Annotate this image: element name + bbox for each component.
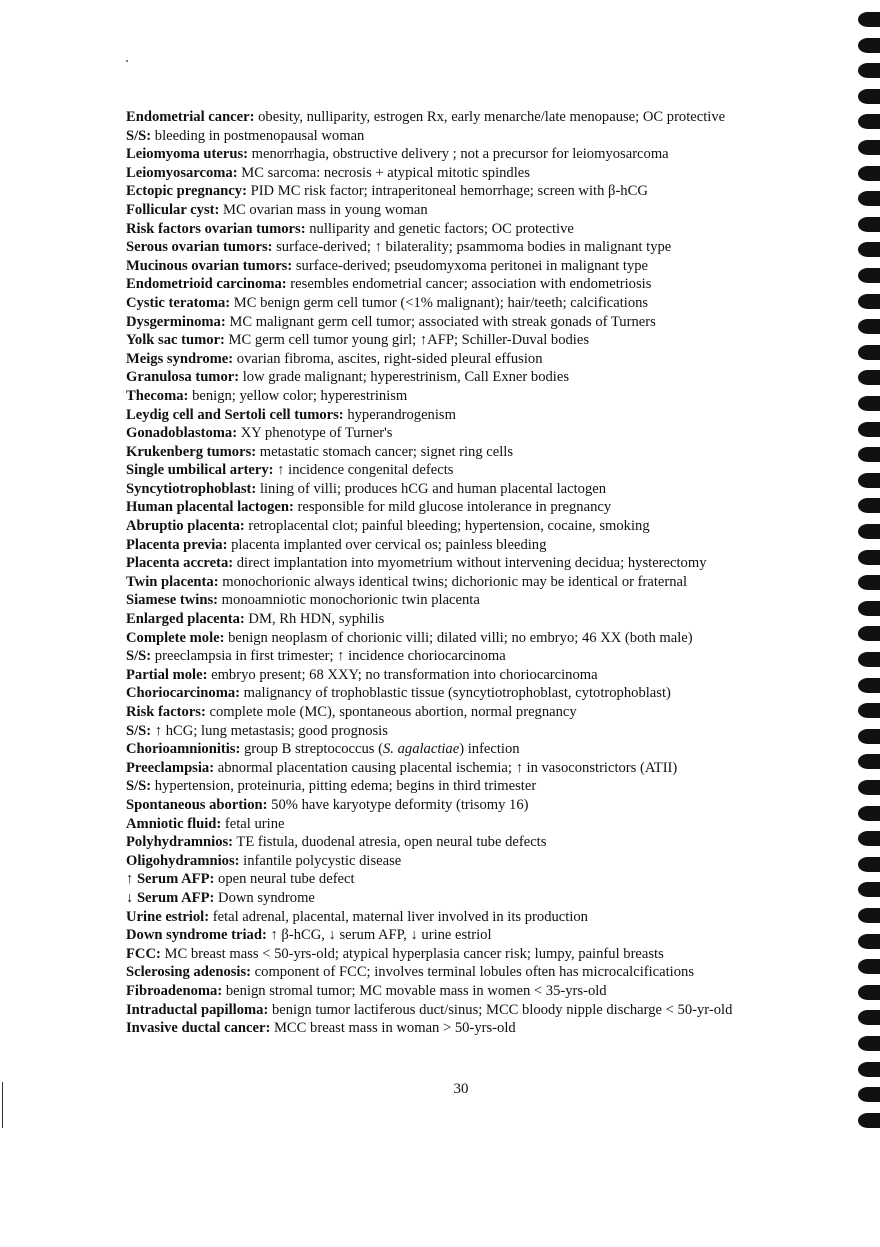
note-line [126, 257, 826, 276]
note-line [126, 406, 826, 425]
note-line [126, 275, 826, 294]
note-text: ovarian fibroma, ascites, right-sided pleural effusion [233, 350, 543, 367]
binding-ring [858, 396, 880, 411]
note-text: surface-derived; pseudomyxoma peritonei in malignant type [292, 257, 649, 274]
binding-ring [858, 882, 880, 897]
note-text: bleeding in postmenopausal woman [151, 127, 365, 144]
binding-ring [858, 447, 880, 462]
note-term: Risk factors: [126, 704, 206, 720]
note-text: hypertension, proteinuria, pitting edema; begins in third trimester [151, 778, 537, 795]
binding-ring [858, 242, 880, 257]
note-line [126, 629, 826, 648]
binding-ring [858, 217, 880, 232]
note-term: Thecoma: [126, 387, 189, 404]
binding-ring [858, 294, 880, 309]
binding-ring [858, 806, 880, 821]
note-line [126, 963, 826, 982]
binding-ring [858, 12, 880, 27]
note-text: retroplacental clot; painful bleeding; hypertension, cocaine, smoking [244, 518, 650, 535]
note-line [126, 238, 826, 257]
note-term: Partial mole: [126, 666, 208, 683]
note-term: Urine estriol: [126, 908, 210, 925]
note-line [126, 443, 826, 462]
note-term: Risk factors ovarian tumors: [126, 220, 306, 237]
note-text: MC germ cell tumor young girl; ↑AFP; Schiller-Duval bodies [224, 332, 590, 349]
notes-list [126, 108, 826, 1038]
note-term: Gonadoblastoma: [126, 425, 238, 442]
note-line [126, 908, 826, 927]
note-text: component of FCC; involves terminal lobules often has microcalcifications [251, 964, 695, 981]
note-line [126, 889, 826, 908]
note-text: obesity, nulliparity, estrogen Rx, early menarche/late menopause; OC protective [254, 109, 726, 125]
note-line [126, 591, 826, 610]
note-term: S/S: [126, 722, 152, 739]
note-text: group B streptococcus ( [240, 741, 383, 758]
binding-ring [858, 985, 880, 1000]
note-text: low grade malignant; hyperestrinism, Call Exner bodies [239, 369, 570, 386]
note-line [126, 313, 826, 332]
note-term: Follicular cyst: [126, 201, 220, 218]
binding-ring [858, 422, 880, 437]
note-text: benign tumor lactiferous duct/sinus; MCC bloody nipple discharge < 50-yr-old [268, 1001, 733, 1018]
note-line [126, 164, 826, 183]
binding-ring [858, 473, 880, 488]
note-line [126, 777, 826, 796]
binding-ring [858, 1062, 880, 1077]
note-line [126, 480, 826, 499]
note-term: S/S: [126, 778, 152, 795]
binding-ring [858, 575, 880, 590]
note-line [126, 833, 826, 852]
note-term: Single umbilical artery: [126, 462, 274, 479]
note-text: monoamniotic monochorionic twin placenta [218, 592, 480, 609]
binding-ring [858, 63, 880, 78]
binding-ring [858, 754, 880, 769]
note-term: Yolk sac tumor: [126, 332, 225, 349]
note-term: Invasive ductal cancer: [126, 1020, 271, 1037]
binding-ring [858, 934, 880, 949]
note-text: embryo present; 68 XXY; no transformation into choriocarcinoma [207, 666, 598, 683]
note-text: XY phenotype of Turner's [237, 425, 393, 442]
note-term: Human placental lactogen: [126, 499, 294, 516]
note-term: S/S: [126, 127, 152, 144]
note-text: DM, Rh HDN, syphilis [244, 611, 385, 628]
binding-ring [858, 678, 880, 693]
note-text: placenta implanted over cervical os; painless bleeding [227, 536, 547, 553]
note-text: PID MC risk factor; intraperitoneal hemorrhage; screen with β-hCG [246, 183, 648, 200]
spiral-binding [854, 0, 880, 1140]
note-text: abnormal placentation causing placental ischemia; ↑ in vasoconstrictors (ATII) [214, 759, 678, 776]
note-italic: S. agalactiae [383, 741, 460, 758]
note-line [126, 536, 826, 555]
note-term: Endometrioid carcinoma: [126, 276, 287, 293]
note-term: ↑ Serum AFP: [126, 871, 215, 888]
note-text: benign neoplasm of chorionic villi; dilated villi; no embryo; 46 XX (both male) [224, 629, 693, 646]
note-text: malignancy of trophoblastic tissue (syncytiotrophoblast, cytotrophoblast) [240, 685, 671, 702]
note-text: open neural tube defect [214, 871, 355, 888]
note-line [126, 870, 826, 889]
note-line [126, 684, 826, 703]
note-term: FCC: [126, 945, 161, 962]
binding-ring [858, 780, 880, 795]
note-line [126, 647, 826, 666]
binding-ring [858, 498, 880, 513]
note-line [126, 350, 826, 369]
note-text: MC sarcoma: necrosis + atypical mitotic spindles [237, 164, 530, 181]
note-text: MC ovarian mass in young woman [219, 201, 428, 218]
note-text: MC malignant germ cell tumor; associated with streak gonads of Turners [225, 313, 656, 330]
note-line [126, 182, 826, 201]
note-text: menorrhagia, obstructive delivery ; not a precursor for leiomyosarcoma [248, 146, 669, 163]
note-term: Leydig cell and Sertoli cell tumors: [126, 406, 344, 423]
binding-ring [858, 1087, 880, 1102]
note-text: fetal urine [221, 815, 285, 832]
note-term: Intraductal papilloma: [126, 1001, 269, 1018]
binding-ring [858, 268, 880, 283]
note-line [126, 294, 826, 313]
note-term: Fibroadenoma: [126, 982, 223, 999]
binding-ring [858, 191, 880, 206]
note-line [126, 982, 826, 1001]
note-text: benign; yellow color; hyperestrinism [188, 387, 408, 404]
note-term: Meigs syndrome: [126, 350, 234, 367]
binding-ring [858, 38, 880, 53]
note-term: Ectopic pregnancy: [126, 183, 247, 200]
note-term: Abruptio placenta: [126, 518, 245, 535]
note-text: surface-derived; ↑ bilaterality; psammoma bodies in malignant type [272, 239, 672, 256]
binding-ring [858, 345, 880, 360]
binding-ring [858, 601, 880, 616]
note-line [126, 368, 826, 387]
note-term: Polyhydramnios: [126, 834, 234, 851]
note-line [126, 387, 826, 406]
note-text: complete mole (MC), spontaneous abortion, normal pregnancy [205, 704, 577, 720]
note-text: MCC breast mass in woman > 50-yrs-old [270, 1020, 516, 1037]
note-text: ↑ β-hCG, ↓ serum AFP, ↓ urine estriol [266, 927, 492, 944]
note-text: monochorionic always identical twins; dichorionic may be identical or fraternal [218, 573, 688, 590]
note-term: Placenta previa: [126, 536, 228, 553]
note-term: Cystic teratoma: [126, 294, 231, 311]
note-line [126, 461, 826, 480]
note-text: ↑ hCG; lung metastasis; good prognosis [151, 722, 388, 739]
note-line [126, 127, 826, 146]
binding-ring [858, 89, 880, 104]
note-line [126, 424, 826, 443]
note-line [126, 1001, 826, 1020]
binding-ring [858, 319, 880, 334]
note-text: preeclampsia in first trimester; ↑ incidence choriocarcinoma [151, 648, 506, 665]
binding-ring [858, 729, 880, 744]
note-text: responsible for mild glucose intolerance in pregnancy [293, 499, 612, 516]
note-term: Placenta accreta: [126, 555, 234, 572]
note-term: Down syndrome triad: [126, 927, 267, 944]
note-term: Amniotic fluid: [126, 815, 222, 832]
binding-ring [858, 908, 880, 923]
binding-ring [858, 703, 880, 718]
note-term: Granulosa tumor: [126, 369, 240, 386]
note-text: fetal adrenal, placental, maternal liver involved in its production [209, 908, 588, 925]
note-text: benign stromal tumor; MC movable mass in women < 35-yrs-old [222, 982, 607, 999]
note-term: Sclerosing adenosis: [126, 964, 252, 981]
note-line [126, 108, 826, 127]
binding-ring [858, 166, 880, 181]
note-term: Leiomyosarcoma: [126, 164, 238, 181]
note-line [126, 852, 826, 871]
note-line [126, 145, 826, 164]
note-term: Preeclampsia: [126, 759, 215, 776]
binding-ring [858, 114, 880, 129]
note-line [126, 703, 826, 722]
note-line [126, 573, 826, 592]
note-term: Endometrial cancer: [126, 109, 255, 125]
binding-ring [858, 831, 880, 846]
note-text: resembles endometrial cancer; association with endometriosis [286, 276, 652, 293]
note-line [126, 722, 826, 741]
note-text: ↑ incidence congenital defects [273, 462, 454, 479]
note-term: Enlarged placenta: [126, 611, 245, 628]
binding-ring [858, 524, 880, 539]
note-term: S/S: [126, 648, 152, 665]
note-line [126, 498, 826, 517]
note-line [126, 815, 826, 834]
binding-ring [858, 1036, 880, 1051]
note-term: Mucinous ovarian tumors: [126, 257, 293, 274]
note-text: metastatic stomach cancer; signet ring cells [256, 443, 514, 460]
binding-ring [858, 857, 880, 872]
note-line [126, 517, 826, 536]
note-term: Oligohydramnios: [126, 852, 240, 869]
note-term: Chorioamnionitis: [126, 741, 241, 758]
note-text: direct implantation into myometrium without intervening decidua; hysterectomy [233, 555, 707, 572]
note-text: hyperandrogenism [343, 406, 456, 423]
binding-ring [858, 1010, 880, 1025]
note-term: Syncytiotrophoblast: [126, 480, 257, 497]
note-text: MC breast mass < 50-yrs-old; atypical hyperplasia cancer risk; lumpy, painful breasts [160, 945, 664, 962]
binding-ring [858, 959, 880, 974]
binding-ring [858, 652, 880, 667]
binding-ring [858, 140, 880, 155]
scan-speck [126, 60, 128, 62]
note-line [126, 1019, 826, 1038]
page-number: 30 [453, 1081, 469, 1097]
note-line [126, 610, 826, 629]
note-term: Complete mole: [126, 629, 225, 646]
note-line [126, 554, 826, 573]
note-text: Down syndrome [214, 889, 315, 906]
note-text: MC benign germ cell tumor (<1% malignant); hair/teeth; calcifications [230, 294, 649, 311]
note-text: 50% have karyotype deformity (trisomy 16) [267, 796, 529, 813]
note-line [126, 945, 826, 964]
binding-ring [858, 550, 880, 565]
binding-ring [858, 1113, 880, 1128]
note-term: Spontaneous abortion: [126, 796, 268, 813]
note-line [126, 220, 826, 239]
note-text: nulliparity and genetic factors; OC protective [305, 220, 574, 237]
note-term: Siamese twins: [126, 592, 219, 609]
note-line [126, 926, 826, 945]
binding-ring [858, 370, 880, 385]
note-line [126, 796, 826, 815]
note-line [126, 666, 826, 685]
note-line [126, 740, 826, 759]
note-term: ↓ Serum AFP: [126, 889, 215, 906]
note-line [126, 331, 826, 350]
note-term: Dysgerminoma: [126, 313, 226, 330]
note-term: Leiomyoma uterus: [126, 146, 249, 163]
note-term: Serous ovarian tumors: [126, 239, 273, 256]
note-text: TE fistula, duodenal atresia, open neural tube defects [233, 834, 547, 851]
note-text-after: ) infection [459, 741, 520, 758]
note-term: Twin placenta: [126, 573, 219, 590]
note-line [126, 759, 826, 778]
note-line [126, 201, 826, 220]
note-term: Krukenberg tumors: [126, 443, 257, 460]
note-text: infantile polycystic disease [239, 852, 402, 869]
note-term: Choriocarcinoma: [126, 685, 241, 702]
binding-ring [858, 626, 880, 641]
note-text: lining of villi; produces hCG and human placental lactogen [256, 480, 607, 497]
